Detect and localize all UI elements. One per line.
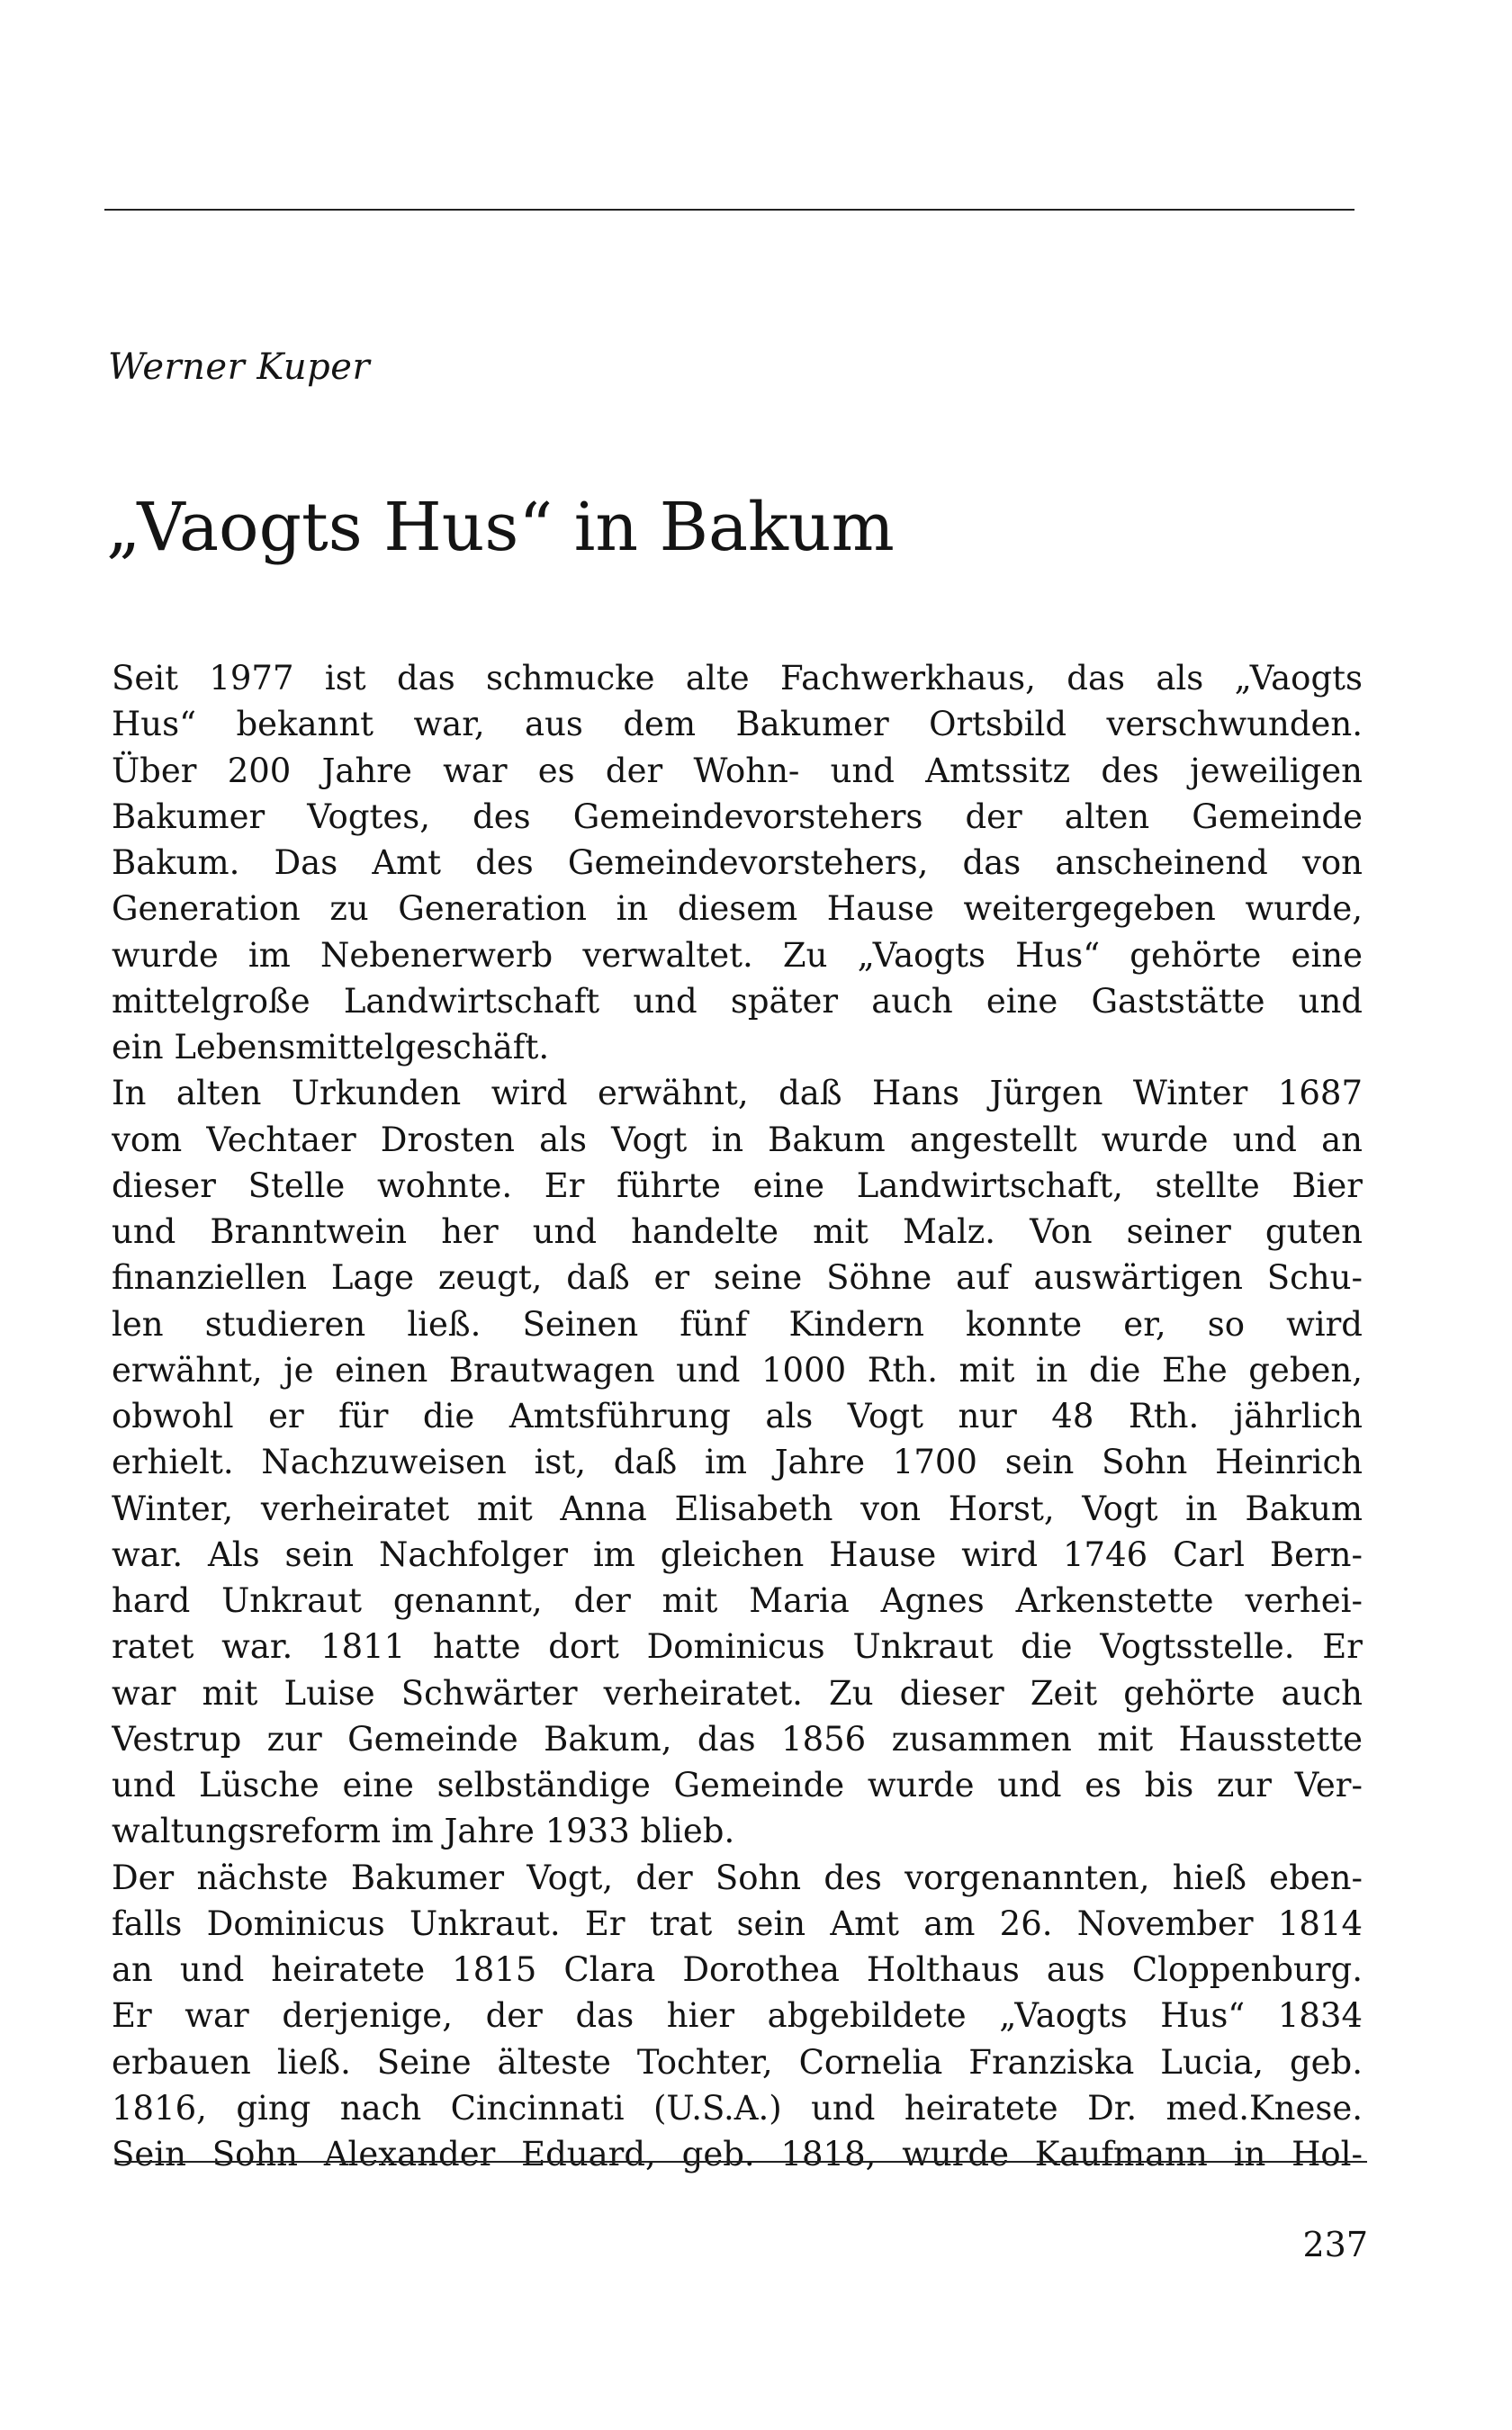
body-line: erhielt. Nachzuweisen ist, daß im Jahre 1700 sein Sohn Heinrich <box>112 1443 1363 1482</box>
body-line: vom Vechtaer Drosten als Vogt in Bakum angestellt wurde und an <box>112 1120 1363 1159</box>
body-line: Hus“ bekannt war, aus dem Bakumer Ortsbild verschwunden. <box>112 705 1363 744</box>
body-line: erbauen ließ. Seine älteste Tochter, Cornelia Franziska Lucia, geb. <box>112 2042 1363 2082</box>
article-title: „Vaogts Hus“ in Bakum <box>106 489 895 566</box>
author-name: Werner Kuper <box>108 346 371 388</box>
body-line: finanziellen Lage zeugt, daß er seine Söhne auf auswärtigen Schu- <box>112 1258 1363 1298</box>
header-rule <box>104 209 1354 211</box>
body-line: mittelgroße Landwirtschaft und später auch eine Gaststätte und <box>112 981 1363 1021</box>
body-line: Winter, verheiratet mit Anna Elisabeth von Horst, Vogt in Bakum <box>112 1489 1363 1528</box>
body-line: obwohl er für die Amtsführung als Vogt nur 48 Rth. jährlich <box>112 1397 1363 1436</box>
body-line: falls Dominicus Unkraut. Er trat sein Amt am 26. November 1814 <box>112 1904 1363 1943</box>
body-line: wurde im Nebenerwerb verwaltet. Zu „Vaogts Hus“ gehörte eine <box>112 935 1363 975</box>
body-line: Über 200 Jahre war es der Wohn- und Amtssitz des jeweiligen <box>112 751 1363 790</box>
body-line: Bakum. Das Amt des Gemeindevorstehers, das anscheinend von <box>112 843 1363 882</box>
body-line: und Branntwein her und handelte mit Malz. Von seiner guten <box>112 1212 1363 1251</box>
body-line: 1816, ging nach Cincinnati (U.S.A.) und heiratete Dr. med.Knese. <box>112 2088 1363 2128</box>
body-line: waltungsreform im Jahre 1933 blieb. <box>112 1812 735 1851</box>
body-line: Er war derjenige, der das hier abgebildete „Vaogts Hus“ 1834 <box>112 1996 1363 2036</box>
body-line: und Lüsche eine selbständige Gemeinde wurde und es bis zur Ver- <box>112 1766 1363 1804</box>
body-line: an und heiratete 1815 Clara Dorothea Holthaus aus Cloppenburg. <box>112 1950 1363 1989</box>
body-line: ratet war. 1811 hatte dort Dominicus Unkraut die Vogtsstelle. Er <box>112 1627 1363 1667</box>
body-line: Generation zu Generation in diesem Hause weitergegeben wurde, <box>112 889 1363 929</box>
body-line: Sein Sohn Alexander Eduard, geb. 1818, wurde Kaufmann in Hol- <box>112 2135 1363 2174</box>
page-number: 237 <box>1302 2225 1368 2264</box>
body-line: Der nächste Bakumer Vogt, der Sohn des vorgenannten, hieß eben- <box>112 1858 1363 1897</box>
body-line: dieser Stelle wohnte. Er führte eine Landwirtschaft, stellte Bier <box>112 1166 1363 1205</box>
body-line: war. Als sein Nachfolger im gleichen Hause wird 1746 Carl Bern- <box>112 1534 1363 1574</box>
body-line: In alten Urkunden wird erwähnt, daß Hans Jürgen Winter 1687 <box>112 1074 1363 1113</box>
body-line: Vestrup zur Gemeinde Bakum, das 1856 zusammen mit Hausstette <box>112 1719 1363 1759</box>
body-line: Seit 1977 ist das schmucke alte Fachwerkhaus, das als „Vaogts <box>112 659 1363 698</box>
body-line: Bakumer Vogtes, des Gemeindevorstehers der alten Gemeinde <box>112 796 1363 836</box>
body-line: len studieren ließ. Seinen fünf Kindern konnte er, so wird <box>112 1304 1363 1344</box>
body-line: war mit Luise Schwärter verheiratet. Zu dieser Zeit gehörte auch <box>112 1673 1363 1713</box>
body-line: hard Unkraut genannt, der mit Maria Agnes Arkenstette verhei- <box>112 1581 1363 1620</box>
article-body <box>112 655 1363 2177</box>
body-line: ein Lebensmittelgeschäft. <box>112 1028 550 1066</box>
body-line: erwähnt, je einen Brautwagen und 1000 Rth. mit in die Ehe geben, <box>112 1350 1363 1390</box>
footer-rule <box>117 2161 1367 2163</box>
